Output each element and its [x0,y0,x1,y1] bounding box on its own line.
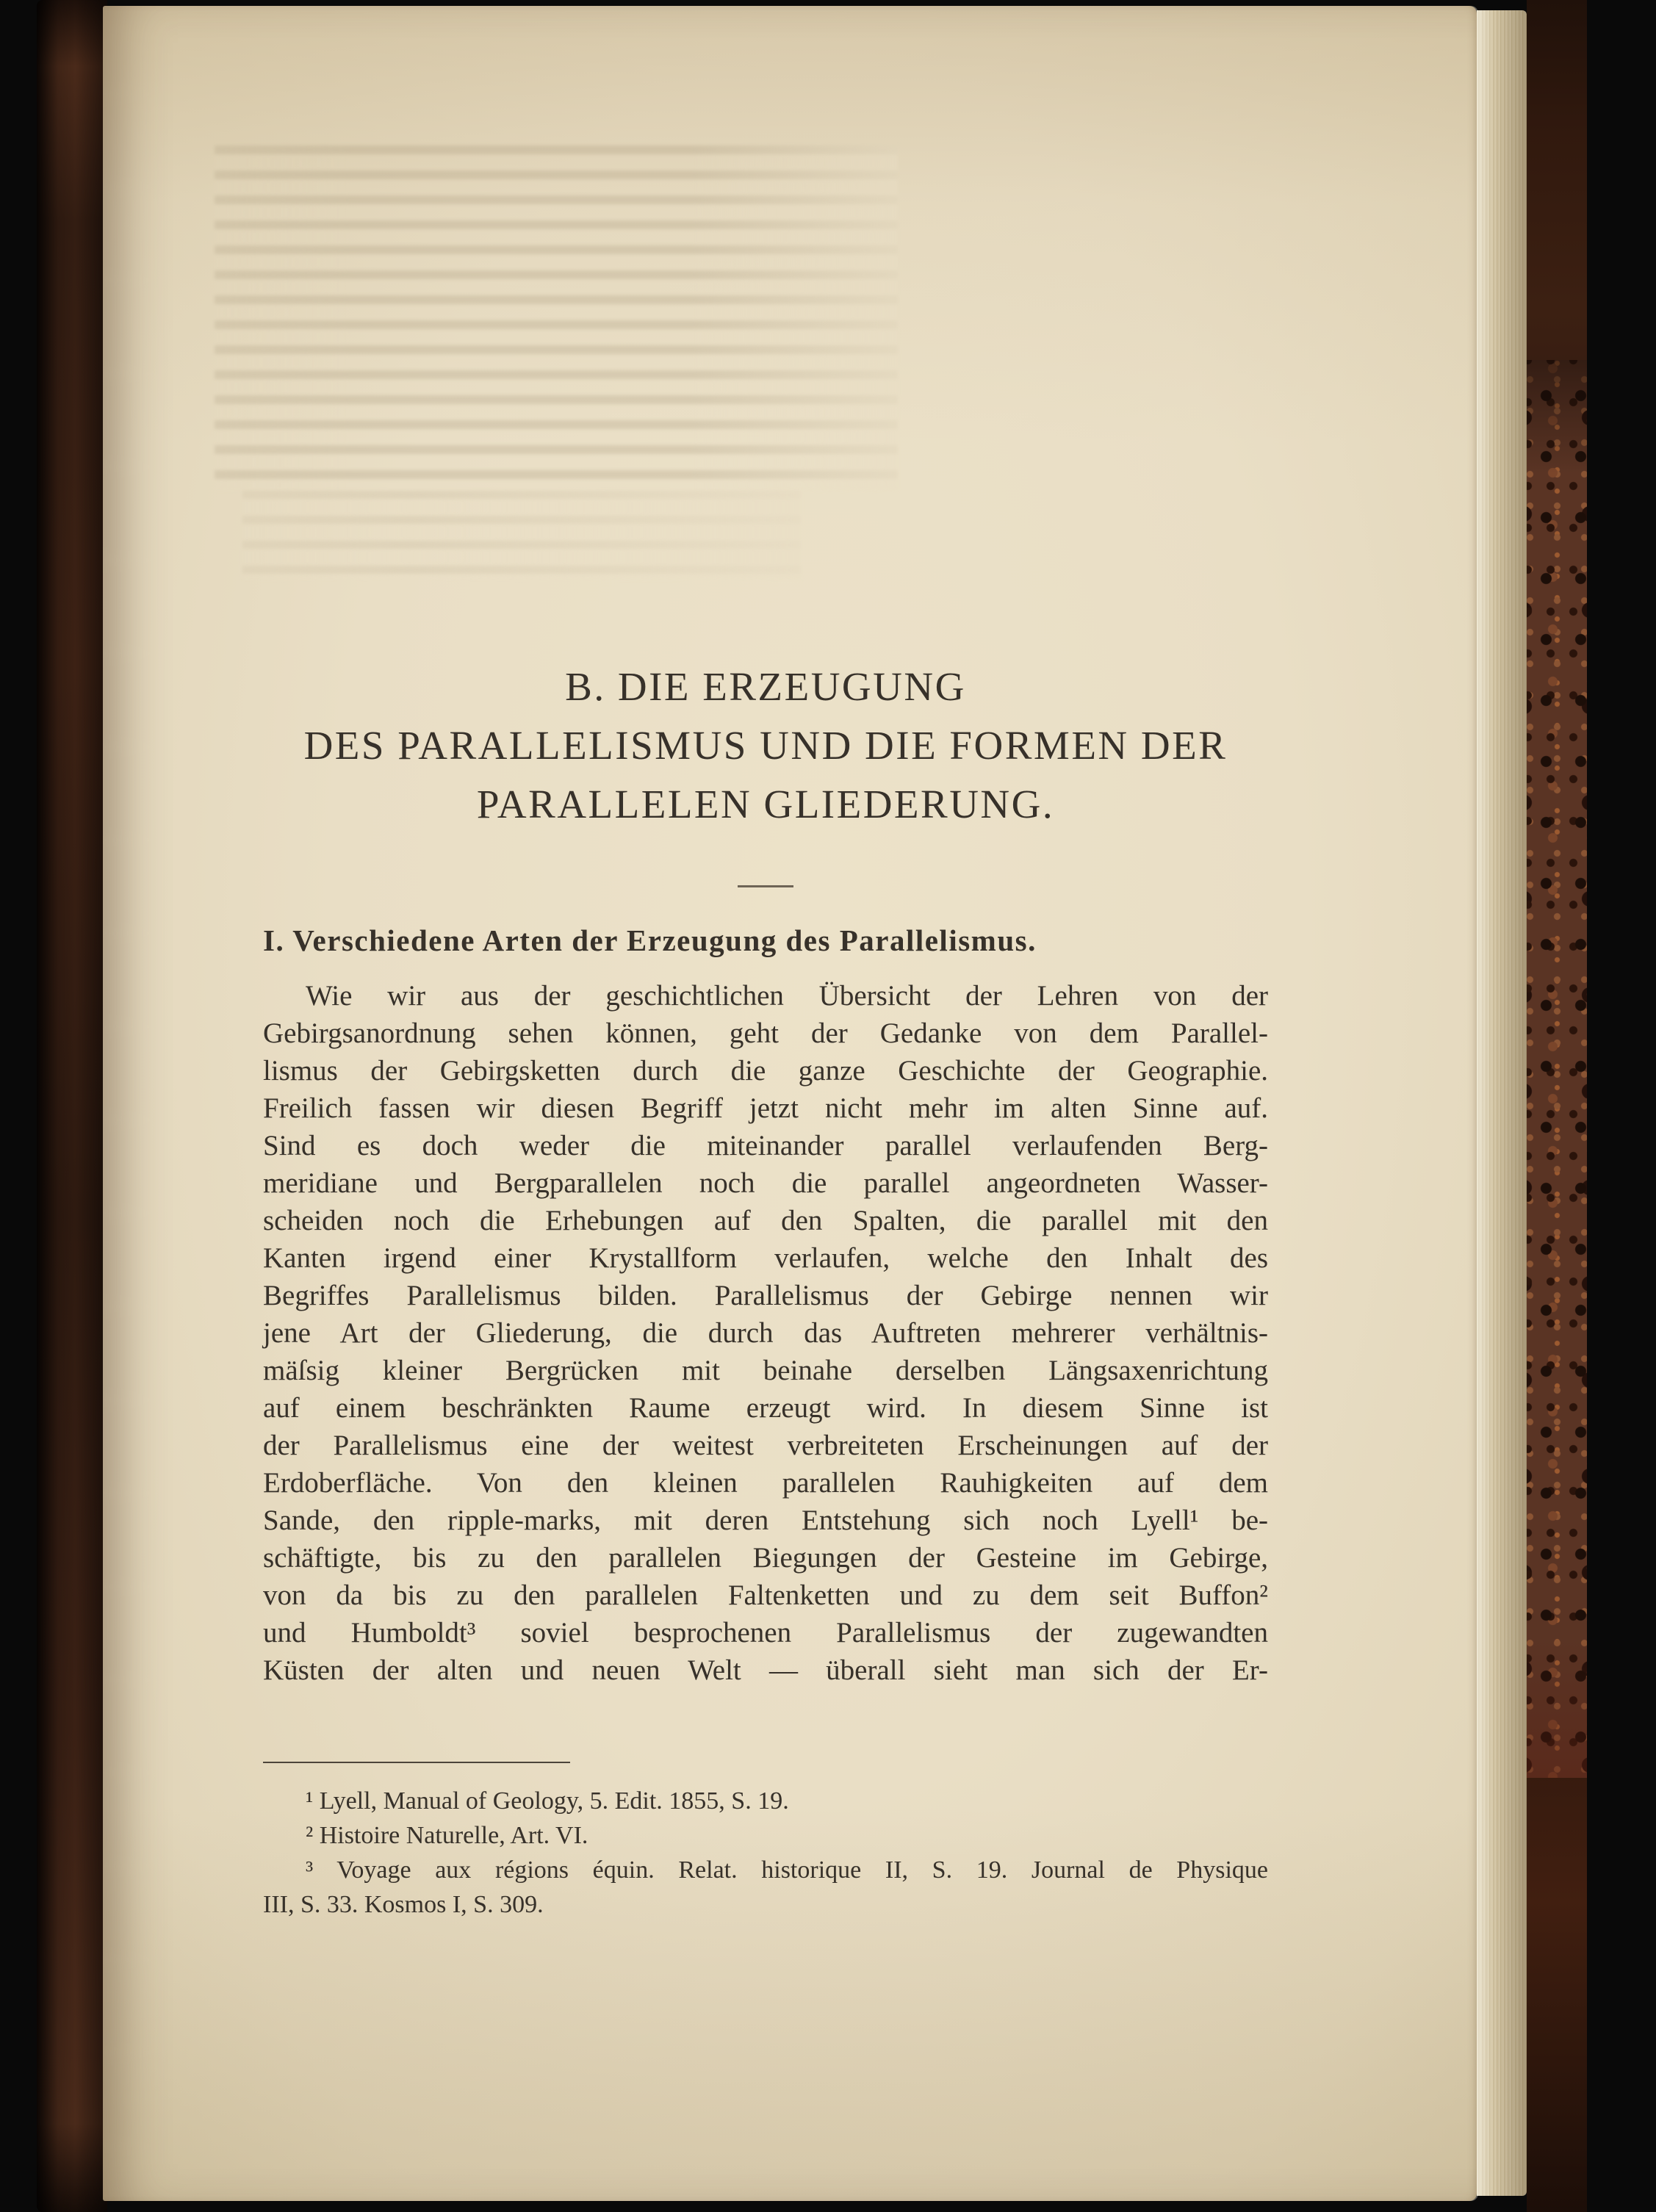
body-text-line: Begriffes Parallelismus bilden. Parallelismus der Gebirge nennen wir [263,1280,1268,1311]
chapter-heading [263,658,1268,834]
footnote-line: ¹ Lyell, Manual of Geology, 5. Edit. 1855, S. 19. [306,1787,789,1815]
marbled-paper-texture [1527,360,1587,1778]
chapter-heading-line: DES PARALLELISMUS UND DIE FORMEN DER [303,723,1228,768]
heading-divider-rule [738,885,793,887]
body-text-line: Wie wir aus der geschichtlichen Übersicht der Lehren von der [306,980,1268,1012]
body-text-line: jene Art der Gliederung, die durch das Auftreten mehrerer verhältnis- [263,1317,1268,1349]
body-text [263,977,1268,1689]
page-edges-stack [1477,10,1527,2196]
showthrough-text-ghost [215,145,898,491]
body-text-line: meridiane und Bergparallelen noch die parallel angeordneten Wasser- [263,1167,1268,1199]
footnote-line: ³ Voyage aux régions équin. Relat. historique II, S. 19. Journal de Physique [306,1856,1268,1884]
body-text-line: und Humboldt³ soviel besprochenen Parallelismus der zugewandten [263,1617,1268,1649]
body-text-line: Freilich fassen wir diesen Begriff jetzt nicht mehr im alten Sinne auf. [263,1092,1268,1124]
body-text-line: Erdoberfläche. Von den kleinen parallelen Rauhigkeiten auf dem [263,1467,1268,1499]
body-text-line: von da bis zu den parallelen Faltenketten und zu dem seit Buffon² [263,1579,1268,1611]
body-text-line: auf einem beschränkten Raume erzeugt wird. In diesem Sinne ist [263,1392,1268,1424]
footnote-line: III, S. 33. Kosmos I, S. 309. [263,1891,544,1918]
body-text-line: der Parallelismus eine der weitest verbreiteten Erscheinungen auf der [263,1430,1268,1461]
body-text-line: Kanten irgend einer Krystallform verlaufen, welche den Inhalt des [263,1242,1268,1274]
body-text-line: scheiden noch die Erhebungen auf den Spalten, die parallel mit den [263,1205,1268,1236]
body-text-line: lismus der Gebirgsketten durch die ganze Geschichte der Geographie. [263,1055,1268,1087]
cover-board-edge [1527,0,1587,2212]
footnotes [263,1784,1268,1922]
body-text-line: Gebirgsanordnung sehen können, geht der Gedanke von dem Parallel- [263,1017,1268,1049]
body-text-line: schäftigte, bis zu den parallelen Biegungen der Gesteine im Gebirge, [263,1542,1268,1574]
showthrough-text-ghost [242,491,801,579]
footnote-separator-rule [263,1762,570,1763]
body-text-line: Küsten der alten und neuen Welt — überall sieht man sich der Er- [263,1654,1268,1686]
body-text-line: Sind es doch weder die miteinander parallel verlaufenden Berg- [263,1130,1268,1161]
footnote-line: ² Histoire Naturelle, Art. VI. [306,1822,588,1849]
section-heading: I. Verschiedene Arten der Erzeugung des Parallelismus. [263,923,1037,957]
body-text-line: Sande, den ripple-marks, mit deren Entstehung sich noch Lyell¹ be- [263,1505,1268,1536]
chapter-heading-line: PARALLELEN GLIEDERUNG. [476,782,1055,826]
chapter-heading-line: B. DIE ERZEUGUNG [565,664,966,709]
body-text-line: mäſsig kleiner Bergrücken mit beinahe derselben Längsaxenrichtung [263,1355,1268,1386]
book-spine-leather [37,0,107,2212]
book-page [103,6,1477,2201]
